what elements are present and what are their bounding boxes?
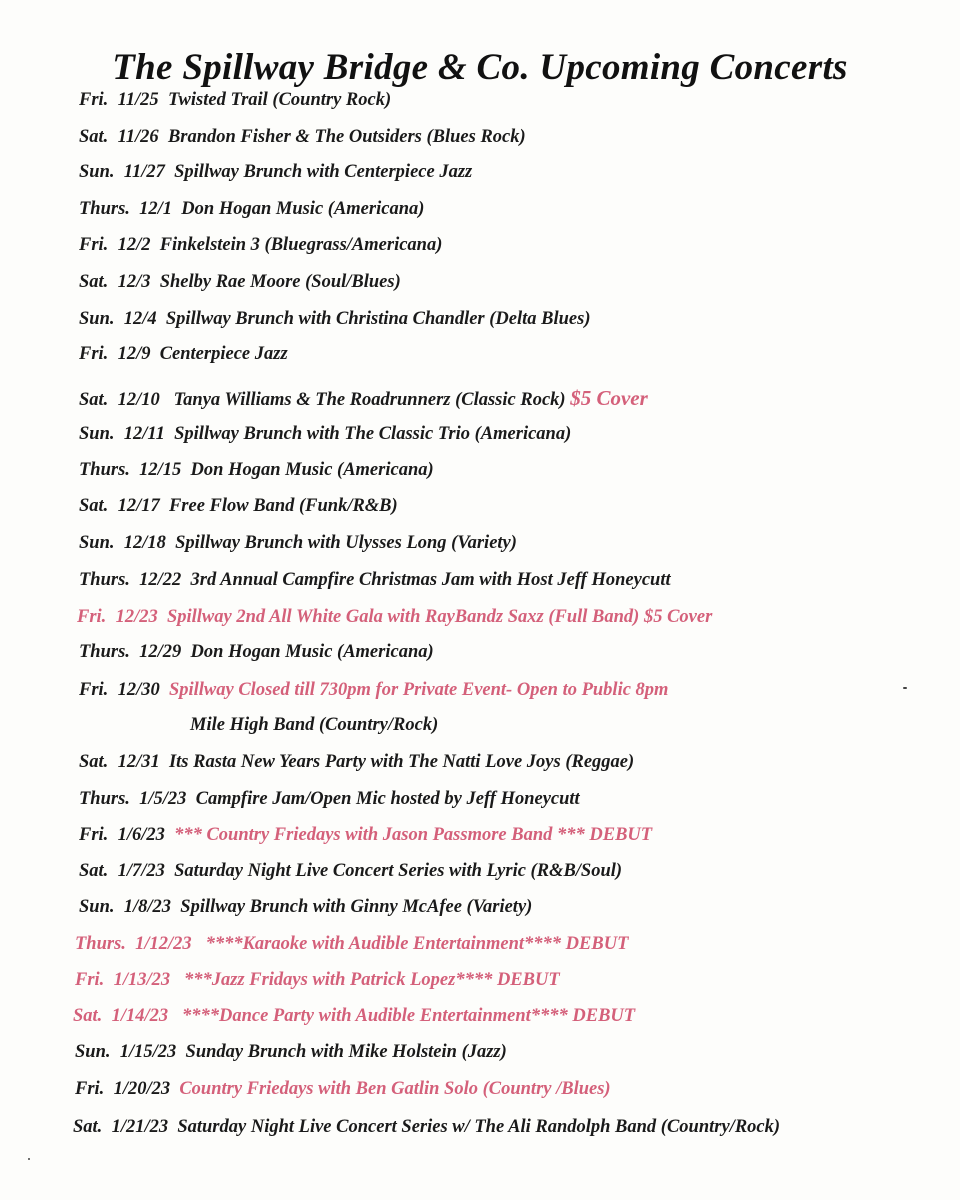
event-date: 1/12/23 — [135, 934, 192, 954]
event-date: 1/6/23 — [117, 825, 165, 845]
event-day: Sun. — [75, 1042, 111, 1062]
event-day: Thurs. — [79, 570, 130, 590]
event-description: 3rd Annual Campfire Christmas Jam with Host Jeff Honeycutt — [190, 570, 671, 590]
event-line — [79, 309, 590, 330]
event-description: Saturday Night Live Concert Series w/ The Ali Randolph Band (Country/Rock) — [177, 1117, 781, 1137]
event-description: Tanya Williams & The Roadrunnerz (Classic Rock) — [173, 390, 566, 410]
event-description: Sunday Brunch with Mike Holstein (Jazz) — [185, 1042, 507, 1062]
event-description: Free Flow Band (Funk/R&B) — [168, 496, 398, 516]
event-date: 12/1 — [139, 199, 173, 219]
event-line — [79, 861, 622, 882]
event-date: 1/14/23 — [111, 1006, 169, 1026]
event-date: 11/27 — [123, 162, 165, 182]
page-title: The Spillway Bridge & Co. Upcoming Concerts — [112, 47, 848, 88]
event-description: Don Hogan Music (Americana) — [190, 460, 434, 480]
event-description: ***Jazz Fridays with Patrick Lopez**** DEBUT — [183, 970, 560, 990]
event-day: Sat. — [79, 752, 109, 772]
event-date: 12/22 — [139, 570, 182, 590]
event-date: 12/30 — [117, 680, 160, 700]
event-day: Sat. — [79, 861, 109, 881]
event-line — [79, 460, 434, 481]
event-day: Fri. — [75, 1079, 105, 1099]
event-day: Sun. — [79, 897, 115, 917]
event-date: 12/4 — [123, 309, 157, 329]
event-day: Sun. — [79, 533, 115, 553]
event-description: Don Hogan Music (Americana) — [190, 642, 434, 662]
event-day: Fri. — [75, 970, 105, 990]
scan-speck — [28, 1158, 30, 1160]
event-day: Thurs. — [79, 199, 130, 219]
event-date: 1/15/23 — [119, 1042, 177, 1062]
event-date: 12/9 — [117, 344, 151, 364]
event-line — [75, 1079, 611, 1100]
event-day: Fri. — [77, 607, 107, 627]
event-day: Sun. — [79, 309, 115, 329]
event-line-continuation — [190, 715, 438, 736]
event-description: Spillway Brunch with The Classic Trio (Americana) — [174, 424, 572, 444]
event-date: 11/26 — [117, 127, 159, 147]
event-day: Fri. — [79, 344, 109, 364]
event-line — [79, 570, 671, 591]
event-day: Sat. — [79, 390, 109, 410]
event-date: 12/2 — [117, 235, 151, 255]
event-description: Finkelstein 3 (Bluegrass/Americana) — [159, 235, 443, 255]
event-line — [79, 272, 401, 293]
event-day: Sat. — [73, 1117, 103, 1137]
event-description: Spillway 2nd All White Gala with RayBandz Saxz (Full Band) $5 Cover — [166, 607, 713, 627]
event-date: 12/31 — [117, 752, 160, 772]
event-line-highlighted — [77, 607, 712, 628]
event-day: Thurs. — [79, 789, 130, 809]
event-description: Spillway Closed till 730pm for Private Event- Open to Public 8pm — [168, 680, 669, 700]
event-line-highlighted — [73, 1006, 635, 1027]
event-day: Thurs. — [79, 460, 130, 480]
event-day: Thurs. — [75, 934, 126, 954]
event-line — [75, 1042, 507, 1063]
event-line — [79, 897, 532, 918]
event-description: Twisted Trail (Country Rock) — [167, 90, 392, 110]
event-line — [79, 386, 648, 411]
event-description: Mile High Band (Country/Rock) — [190, 715, 439, 735]
event-description: Its Rasta New Years Party with The Natti Love Joys (Reggae) — [168, 752, 635, 772]
event-line — [79, 235, 442, 256]
event-description: Saturday Night Live Concert Series with Lyric (R&B/Soul) — [174, 861, 623, 881]
event-line — [79, 344, 288, 365]
event-description: Centerpiece Jazz — [159, 344, 288, 364]
event-day: Sat. — [79, 272, 109, 292]
event-line — [79, 533, 517, 554]
event-date: 1/7/23 — [117, 861, 165, 881]
event-line — [79, 496, 398, 517]
event-date: 1/21/23 — [111, 1117, 169, 1137]
event-line-highlighted — [75, 934, 628, 955]
event-line — [79, 789, 580, 810]
event-line-highlighted — [75, 970, 560, 991]
event-date: 12/11 — [123, 424, 165, 444]
event-description: Don Hogan Music (Americana) — [181, 199, 425, 219]
event-description: Shelby Rae Moore (Soul/Blues) — [159, 272, 401, 292]
event-description: ****Karaoke with Audible Entertainment**** DEBUT — [205, 934, 629, 954]
event-description: Campfire Jam/Open Mic hosted by Jeff Honeycutt — [195, 789, 580, 809]
event-day: Sun. — [79, 162, 115, 182]
event-date: 12/15 — [139, 460, 182, 480]
event-date: 12/29 — [139, 642, 182, 662]
event-date: 1/20/23 — [113, 1079, 171, 1099]
event-description: Spillway Brunch with Centerpiece Jazz — [174, 162, 473, 182]
scan-speck — [903, 687, 907, 689]
event-date: 12/3 — [117, 272, 151, 292]
event-day: Fri. — [79, 825, 109, 845]
event-description: Spillway Brunch with Ginny McAfee (Variety) — [180, 897, 533, 917]
event-description: Spillway Brunch with Christina Chandler (Delta Blues) — [165, 309, 591, 329]
event-date: 1/5/23 — [139, 789, 187, 809]
event-description: *** Country Friedays with Jason Passmore Band *** DEBUT — [174, 825, 653, 845]
event-description: Country Friedays with Ben Gatlin Solo (Country /Blues) — [179, 1079, 611, 1099]
event-line — [73, 1117, 780, 1138]
event-date: 12/17 — [117, 496, 160, 516]
event-line — [79, 680, 668, 701]
event-description: Brandon Fisher & The Outsiders (Blues Rock) — [167, 127, 526, 147]
event-line — [79, 825, 652, 846]
event-day: Sat. — [79, 496, 109, 516]
event-date: 12/18 — [123, 533, 166, 553]
event-day: Fri. — [79, 235, 109, 255]
event-date: 1/8/23 — [123, 897, 172, 917]
event-day: Sat. — [79, 127, 109, 147]
event-date: 12/10 — [117, 390, 160, 410]
event-line — [79, 424, 571, 445]
event-line — [79, 127, 526, 148]
event-description: Spillway Brunch with Ulysses Long (Variety) — [175, 533, 517, 553]
cover-charge: $5 Cover — [570, 386, 648, 410]
event-date: 1/13/23 — [113, 970, 171, 990]
event-date: 11/25 — [117, 90, 159, 110]
event-line — [79, 642, 434, 663]
event-day: Fri. — [79, 680, 109, 700]
event-line — [79, 90, 391, 111]
event-description: ****Dance Party with Audible Entertainment**** DEBUT — [181, 1006, 636, 1026]
event-line — [79, 752, 634, 773]
event-day: Thurs. — [79, 642, 130, 662]
event-line — [79, 199, 424, 220]
event-day: Fri. — [79, 90, 109, 110]
event-day: Sat. — [73, 1006, 103, 1026]
event-date: 12/23 — [115, 607, 158, 627]
event-line — [79, 162, 472, 183]
event-day: Sun. — [79, 424, 115, 444]
